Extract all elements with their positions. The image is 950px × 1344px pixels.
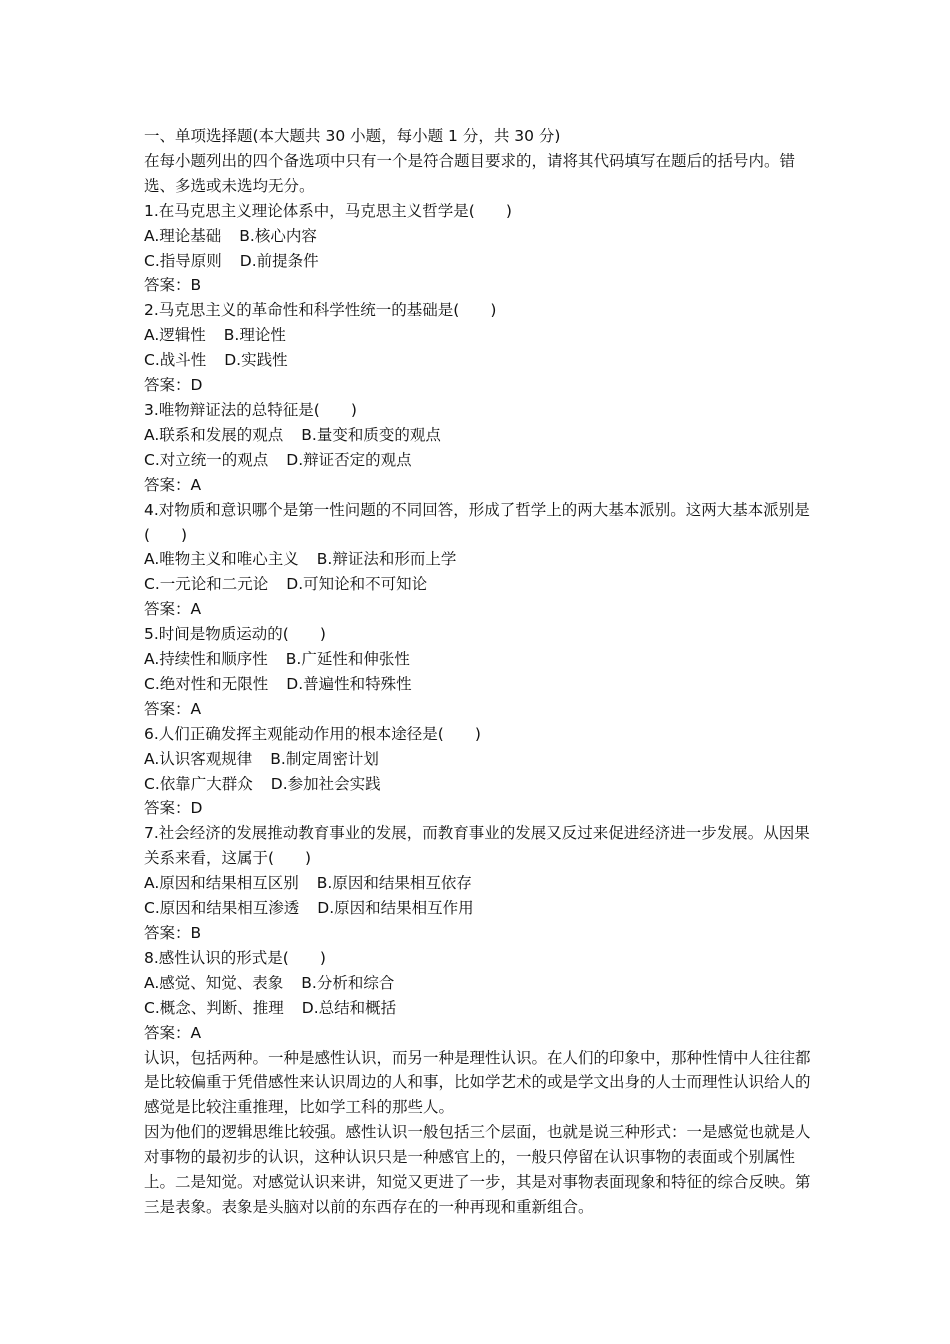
question-block xyxy=(144,498,816,623)
options-row-cd xyxy=(144,249,816,274)
explanation-paragraph-1: 认识，包括两种。一种是感性认识，而另一种是理性认识。在人们的印象中，那种性情中人往往都是比较偏重于凭借感性来认识周边的人和事，比如学艺术的或是学文出身的人士而理性认识给人的感觉是比较注重推理，比如学工科的那些人。 xyxy=(144,1048,811,1117)
option-d: D.原因和结果相互作用 xyxy=(317,899,474,918)
option-b: B.广延性和伸张性 xyxy=(285,650,410,669)
options-row-cd xyxy=(144,348,816,373)
answer-line: 答案：A xyxy=(144,475,202,494)
question-stem: 2.马克思主义的革命性和科学性统一的基础是( ) xyxy=(144,301,497,320)
options-row-cd xyxy=(144,896,816,921)
option-c: C.原因和结果相互渗透 xyxy=(144,899,300,918)
question-block xyxy=(144,946,816,1046)
answer-line: 答案：A xyxy=(144,1023,202,1042)
options-row-cd xyxy=(144,672,816,697)
answer-line: 答案：A xyxy=(144,600,202,619)
option-b: B.辩证法和形而上学 xyxy=(316,550,457,569)
option-c: C.概念、判断、推理 xyxy=(144,998,284,1017)
options-row-cd xyxy=(144,448,816,473)
option-a: A.唯物主义和唯心主义 xyxy=(144,550,299,569)
option-c: C.依靠广大群众 xyxy=(144,774,253,793)
explanation-paragraph-2: 因为他们的逻辑思维比较强。感性认识一般包括三个层面，也就是说三种形式：一是感觉也就是人对事物的最初步的认识，这种认识只是一种感官上的，一般只停留在认识事物的表面或个别属性上。二是知觉。对感觉认识来讲，知觉又更进了一步，其是对事物表面现象和特征的综合反映。第三是表象。表象是头脑对以前的东西存在的一种再现和重新组合。 xyxy=(144,1123,811,1216)
option-a: A.感觉、知觉、表象 xyxy=(144,973,284,992)
instructions: 在每小题列出的四个备选项中只有一个是符合题目要求的，请将其代码填写在题后的括号内。错选、多选或未选均无分。 xyxy=(144,151,796,195)
question-stem: 1.在马克思主义理论体系中，马克思主义哲学是( ) xyxy=(144,201,512,220)
question-stem: 8.感性认识的形式是( ) xyxy=(144,948,326,967)
options-row-ab xyxy=(144,323,816,348)
option-d: D.普遍性和特殊性 xyxy=(286,674,412,693)
option-a: A.持续性和顺序性 xyxy=(144,650,268,669)
document-page xyxy=(144,124,816,1220)
question-stem: 7.社会经济的发展推动教育事业的发展，而教育事业的发展又反过来促进经济进一步发展。从因果关系来看，这属于( ) xyxy=(144,824,810,868)
answer-line: 答案：D xyxy=(144,376,203,395)
options-row-cd xyxy=(144,772,816,797)
options-row-ab xyxy=(144,871,816,896)
options-row-ab xyxy=(144,747,816,772)
option-d: D.前提条件 xyxy=(239,251,319,270)
option-d: D.可知论和不可知论 xyxy=(286,575,428,594)
option-a: A.认识客观规律 xyxy=(144,749,253,768)
options-row-ab xyxy=(144,647,816,672)
option-b: B.制定周密计划 xyxy=(270,749,379,768)
options-row-cd xyxy=(144,572,816,597)
answer-line: 答案：B xyxy=(144,276,202,295)
option-a: A.理论基础 xyxy=(144,226,222,245)
option-c: C.指导原则 xyxy=(144,251,222,270)
option-c: C.战斗性 xyxy=(144,351,207,370)
option-d: D.总结和概括 xyxy=(301,998,397,1017)
question-stem: 5.时间是物质运动的( ) xyxy=(144,625,326,644)
option-b: B.分析和综合 xyxy=(301,973,395,992)
options-row-cd xyxy=(144,996,816,1021)
section-title: 一、单项选择题(本大题共 30 小题，每小题 1 分，共 30 分) xyxy=(144,127,561,145)
option-d: D.实践性 xyxy=(224,351,288,370)
option-b: B.量变和质变的观点 xyxy=(301,425,441,444)
option-d: D.辩证否定的观点 xyxy=(286,450,412,469)
options-row-ab xyxy=(144,547,816,572)
option-c: C.绝对性和无限性 xyxy=(144,674,269,693)
option-a: A.原因和结果相互区别 xyxy=(144,874,299,893)
question-block xyxy=(144,298,816,398)
option-a: A.联系和发展的观点 xyxy=(144,425,284,444)
option-b: B.原因和结果相互依存 xyxy=(316,874,472,893)
question-block xyxy=(144,398,816,498)
options-row-ab xyxy=(144,224,816,249)
option-a: A.逻辑性 xyxy=(144,326,206,345)
options-row-ab xyxy=(144,423,816,448)
option-b: B.核心内容 xyxy=(239,226,317,245)
answer-line: 答案：B xyxy=(144,924,202,942)
question-stem: 3.唯物辩证法的总特征是( ) xyxy=(144,400,357,419)
option-d: D.参加社会实践 xyxy=(270,774,381,793)
question-block xyxy=(144,722,816,822)
options-row-ab xyxy=(144,971,816,996)
question-block xyxy=(144,821,816,946)
answer-line: 答案：D xyxy=(144,799,203,818)
question-stem: 6.人们正确发挥主观能动作用的根本途径是( ) xyxy=(144,724,481,743)
answer-line: 答案：A xyxy=(144,699,202,718)
option-c: C.一元论和二元论 xyxy=(144,575,269,594)
question-stem: 4.对物质和意识哪个是第一性问题的不同回答，形成了哲学上的两大基本派别。这两大基本派别是( ) xyxy=(144,500,810,544)
question-list xyxy=(144,199,816,1046)
option-b: B.理论性 xyxy=(223,326,286,345)
question-block xyxy=(144,199,816,299)
option-c: C.对立统一的观点 xyxy=(144,450,269,469)
question-block xyxy=(144,622,816,722)
